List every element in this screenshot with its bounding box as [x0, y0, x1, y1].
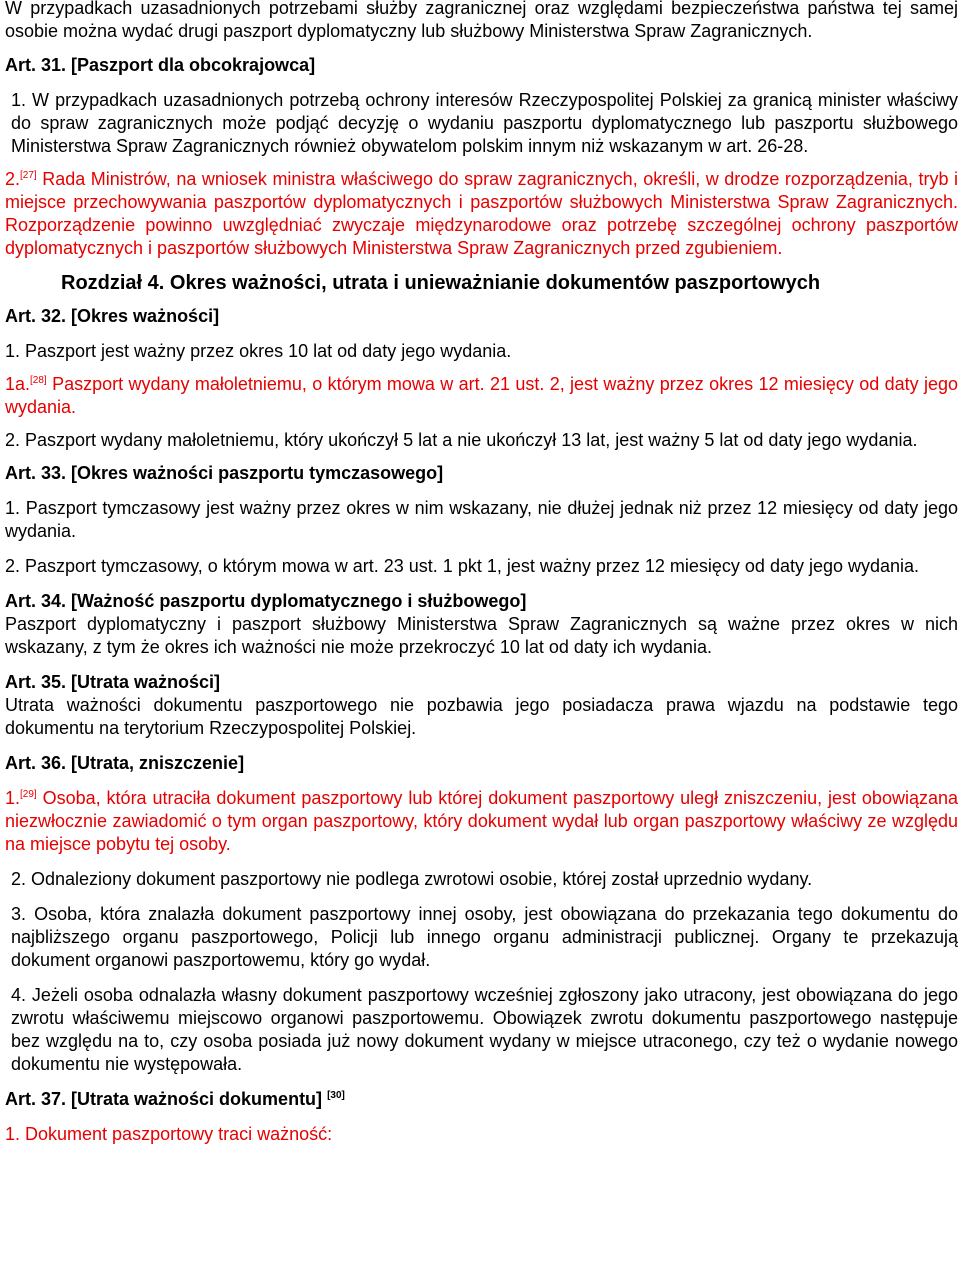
art33-heading: Art. 33. [Okres ważności paszportu tymczasowego]	[5, 463, 444, 483]
art34-text: Paszport dyplomatyczny i paszport służbowy Ministerstwa Spraw Zagranicznych są ważne przez okres w nich wskazany, z tym że okres ich ważności nie może przekroczyć 10 lat od daty ich wydania.	[5, 614, 958, 657]
art33-paragraph-2: 2. Paszport tymczasowy, o którym mowa w art. 23 ust. 1 pkt 1, jest ważny przez 12 miesięcy od daty jego wydania.	[5, 556, 920, 576]
document-page	[5, 0, 958, 1146]
footnote-ref-28[interactable]: [28]	[30, 375, 47, 386]
art31-p2-number: 2.	[5, 169, 21, 189]
art35-heading: Art. 35. [Utrata ważności]	[5, 672, 221, 692]
art36-heading: Art. 36. [Utrata, zniszczenie]	[5, 753, 245, 773]
art37-paragraph-1: 1. Dokument paszportowy traci ważność:	[5, 1124, 333, 1144]
art37-heading-text: Art. 37. [Utrata ważności dokumentu]	[5, 1089, 323, 1109]
art31-p2-text: Rada Ministrów, na wniosek ministra właściwego do spraw zagranicznych, określi, w drodze rozporządzenia, tryb i miejsce przechowywania paszportów dyplomatycznych i paszportów służbowych Ministerstwa Spraw Zagranicznych. Rozporządzenie powinno uwzględniać zwyczaje międzynarodowe oraz potrzebę szczególnej ochrony paszportów dyplomatycznych i paszportów służbowych Ministerstwa Spraw Zagranicznych przed zgubieniem.	[5, 169, 958, 258]
footnote-ref-27[interactable]: [27]	[20, 170, 37, 181]
art31-paragraph-2	[5, 168, 958, 260]
art34-heading: Art. 34. [Ważność paszportu dyplomatycznego i służbowego]	[5, 591, 527, 611]
art31-heading: Art. 31. [Paszport dla obcokrajowca]	[5, 55, 316, 75]
art32-paragraph-2: 2. Paszport wydany małoletniemu, który ukończył 5 lat a nie ukończył 13 lat, jest ważny 5 lat od daty jego wydania.	[5, 430, 918, 450]
art35-text: Utrata ważności dokumentu paszportowego nie pozbawia jego posiadacza prawa wjazdu na podstawie tego dokumentu na terytorium Rzeczypospolitej Polskiej.	[5, 695, 958, 738]
art36-paragraph-2: 2. Odnaleziony dokument paszportowy nie podlega zwrotowi osobie, której został uprzednio wydany.	[11, 869, 813, 889]
chapter-4-title: Rozdział 4. Okres ważności, utrata i unieważnianie dokumentów paszportowych	[61, 272, 821, 294]
art36-paragraph-1	[5, 787, 958, 856]
art36-paragraph-4: 4. Jeżeli osoba odnalazła własny dokument paszportowy wcześniej zgłoszony jako utracony, jest obowiązana do jego zwrotu właściwemu miejscowo organowi paszportowemu. Obowiązek zwrotu dokumentu paszportowego następuje bez względu na to, czy osoba posiada już nowy dokument wydany w miejsce utraconego, czy też o wydanie nowego dokumentu nie występowała.	[11, 985, 958, 1074]
footnote-ref-30[interactable]: [30]	[327, 1090, 345, 1101]
art36-paragraph-3: 3. Osoba, która znalazła dokument paszportowy innej osoby, jest obowiązana do przekazania tego dokumentu do najbliższego organu paszportowego, Policji lub innego organu administracji publicznej. Organy te przekazują dokument organowi paszportowemu, który go wydał.	[11, 904, 958, 970]
footnote-ref-29[interactable]: [29]	[20, 789, 37, 800]
art36-p1-number: 1.	[5, 788, 21, 808]
art32-p1a-text: Paszport wydany małoletniemu, o którym mowa w art. 21 ust. 2, jest ważny przez okres 12 miesięcy od daty jego wydania.	[5, 374, 958, 417]
art31-paragraph-1: 1. W przypadkach uzasadnionych potrzebą ochrony interesów Rzeczypospolitej Polskiej za granicą minister właściwy do spraw zagranicznych może podjąć decyzję o wydaniu paszportu dyplomatycznego lub paszportu służbowego Ministerstwa Spraw Zagranicznych również obywatelom polskim innym niż wskazanym w art. 26-28.	[11, 90, 958, 156]
art32-heading: Art. 32. [Okres ważności]	[5, 306, 220, 326]
art32-paragraph-1a	[5, 373, 958, 419]
art32-p1a-number: 1a.	[5, 374, 31, 394]
art36-p1-text: Osoba, która utraciła dokument paszportowy lub której dokument paszportowy uległ zniszczeniu, jest obowiązana niezwłocznie zawiadomić o tym organ paszportowy, który dokument wydał lub organ paszportowy właściwy ze względu na miejsce pobytu tej osoby.	[5, 788, 958, 854]
intro-paragraph: W przypadkach uzasadnionych potrzebami służby zagranicznej oraz względami bezpieczeństwa państwa tej samej osobie można wydać drugi paszport dyplomatyczny lub służbowy Ministerstwa Spraw Zagranicznych.	[5, 0, 958, 41]
art33-paragraph-1: 1. Paszport tymczasowy jest ważny przez okres w nim wskazany, nie dłużej jednak niż przez 12 miesięcy od daty jego wydania.	[5, 498, 958, 541]
art37-heading	[5, 1088, 958, 1111]
art32-paragraph-1: 1. Paszport jest ważny przez okres 10 lat od daty jego wydania.	[5, 341, 512, 361]
